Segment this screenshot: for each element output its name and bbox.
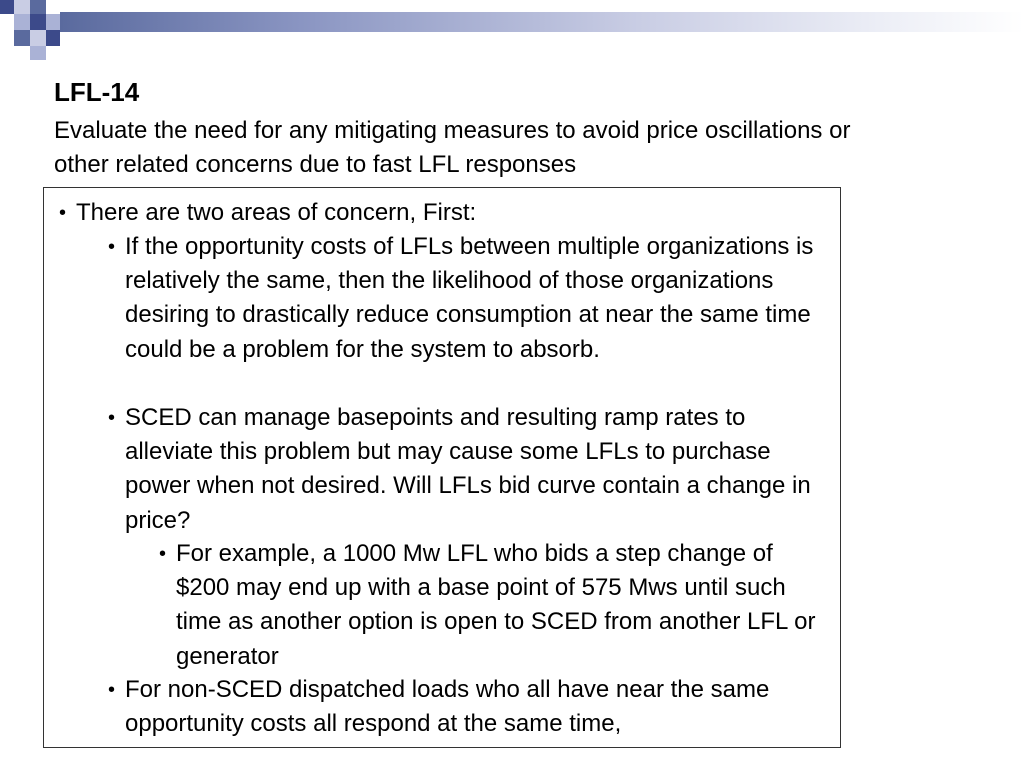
bullet-level2 <box>108 401 835 538</box>
bullet-level2 <box>108 230 835 367</box>
bullet-text: If the opportunity costs of LFLs between multiple organizations is relatively the same, then the likelihood of those organizations desiring to drastically reduce consumption at near the same time could be a problem for the system to absorb. <box>125 233 814 363</box>
slide-subtitle: Evaluate the need for any mitigating measures to avoid price oscillations or other related concerns due to fast LFL responses <box>54 117 851 178</box>
decor-square-dark <box>14 30 30 46</box>
bullet-text: SCED can manage basepoints and resulting ramp rates to alleviate this problem but may cause some LFLs to purchase power when not desired. Will LFLs bid curve contain a change in price? <box>125 404 811 534</box>
bullet-icon: • <box>59 202 67 224</box>
decor-square-dark <box>30 14 46 30</box>
header-gradient-bar <box>60 12 1024 32</box>
decor-square-dark <box>30 0 46 14</box>
bullet-icon: • <box>108 679 116 701</box>
bullet-text: For non-SCED dispatched loads who all have near the same opportunity costs all respond at the same time, <box>125 676 770 738</box>
bullet-text: For example, a 1000 Mw LFL who bids a step change of $200 may end up with a base point of 575 Mws until such time as another option is open to SCED from another LFL or generator <box>176 540 816 670</box>
decor-square-dark <box>0 0 14 14</box>
bullet-level1 <box>59 196 836 230</box>
decor-square-light <box>46 14 60 30</box>
slide-title: LFL-14 <box>54 77 140 107</box>
bullet-icon: • <box>159 543 167 565</box>
decor-square-light <box>14 0 30 14</box>
bullet-level3 <box>159 537 826 674</box>
bullet-icon: • <box>108 407 116 429</box>
bullet-level2 <box>108 673 835 741</box>
bullet-text: There are two areas of concern, First: <box>76 199 477 226</box>
bullet-icon: • <box>108 236 116 258</box>
decor-square-light <box>30 30 46 46</box>
decor-square-dark <box>46 30 60 46</box>
decor-square-light <box>14 14 30 30</box>
decor-square-light <box>30 46 46 60</box>
